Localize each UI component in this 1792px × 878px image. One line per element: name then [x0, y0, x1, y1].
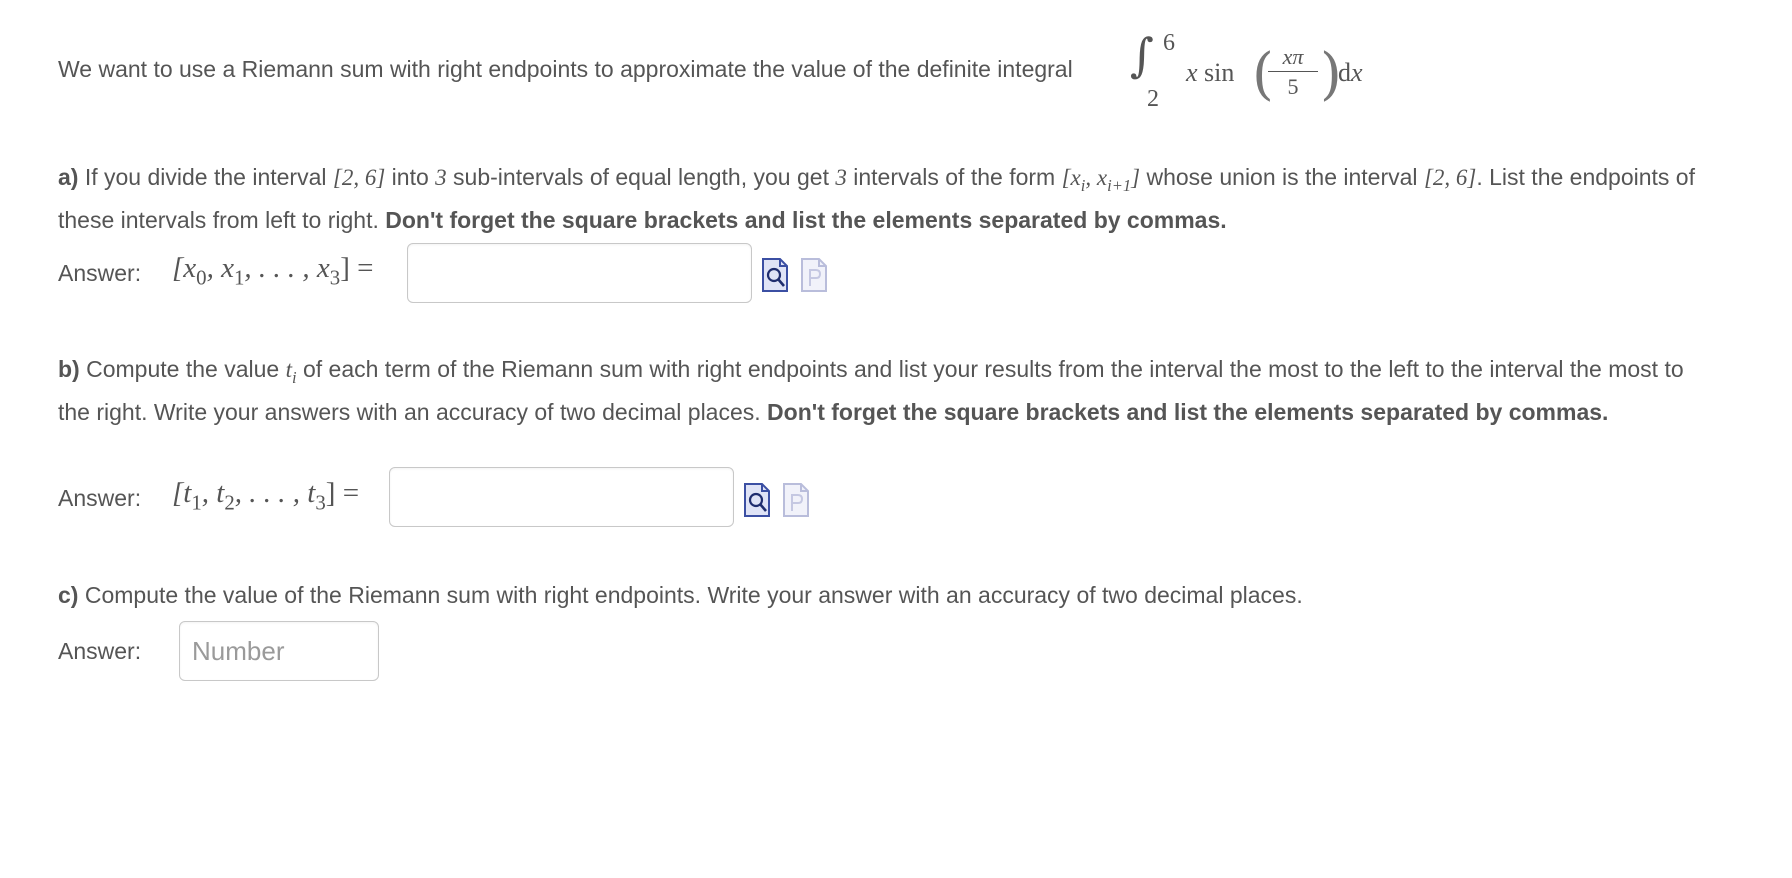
right-paren: )	[1320, 42, 1342, 107]
part-a-answer-input[interactable]	[407, 243, 752, 303]
part-b-answer-input[interactable]	[389, 467, 734, 527]
intro-text: We want to use a Riemann sum with right endpoints to approximate the value of the definite integral	[58, 56, 1073, 82]
part-c-answer-label: Answer:	[58, 638, 142, 664]
integral-lower-limit: 2	[1147, 86, 1159, 112]
integral-differential: dx	[1338, 58, 1363, 87]
part-a-question: a) If you divide the interval [2, 6] into 3 sub-intervals of equal length, you get 3 intervals of the form [$x_i$, $x_{i+1}$] whose union is the interval [2, 6]. List the endpoints of these intervals from left to right. Don't forget the square brackets and list the elements separated by commas.	[58, 164, 1695, 233]
part-a-answer-label: Answer:	[58, 260, 142, 286]
part-a-answer-expression: [$x_0$, $x_1$, . . . , $x_3$] =	[172, 252, 374, 290]
part-b-question: b) Compute the value $t_i$ of each term of the Riemann sum with right endpoints and list your results from the interval the most to the left to the interval the most to the right. Write your answers with an accuracy of two decimal places. Don't forget the square brackets and list the elements separated by commas.	[58, 356, 1684, 425]
magnifier-preview-icon[interactable]	[744, 483, 770, 517]
integrand-fraction: $\frac{x\pi}{5}$	[1268, 44, 1318, 100]
part-c-answer-input[interactable]	[179, 621, 379, 681]
left-paren: (	[1252, 42, 1274, 107]
equation-help-icon[interactable]	[783, 483, 809, 517]
equation-help-icon[interactable]	[801, 258, 827, 292]
magnifier-preview-icon[interactable]	[762, 258, 788, 292]
part-b-answer-label: Answer:	[58, 485, 142, 511]
part-b-answer-expression: [$t_1$, $t_2$, . . . , $t_3$] =	[172, 477, 360, 515]
integral-sign: ∫	[1130, 28, 1154, 82]
part-c-question: c) Compute the value of the Riemann sum with right endpoints. Write your answer with an accuracy of two decimal places.	[58, 582, 1303, 608]
definite-integral	[1130, 28, 1363, 118]
integral-upper-limit: 6	[1163, 30, 1175, 56]
integrand-prefix: x sin	[1186, 58, 1235, 87]
